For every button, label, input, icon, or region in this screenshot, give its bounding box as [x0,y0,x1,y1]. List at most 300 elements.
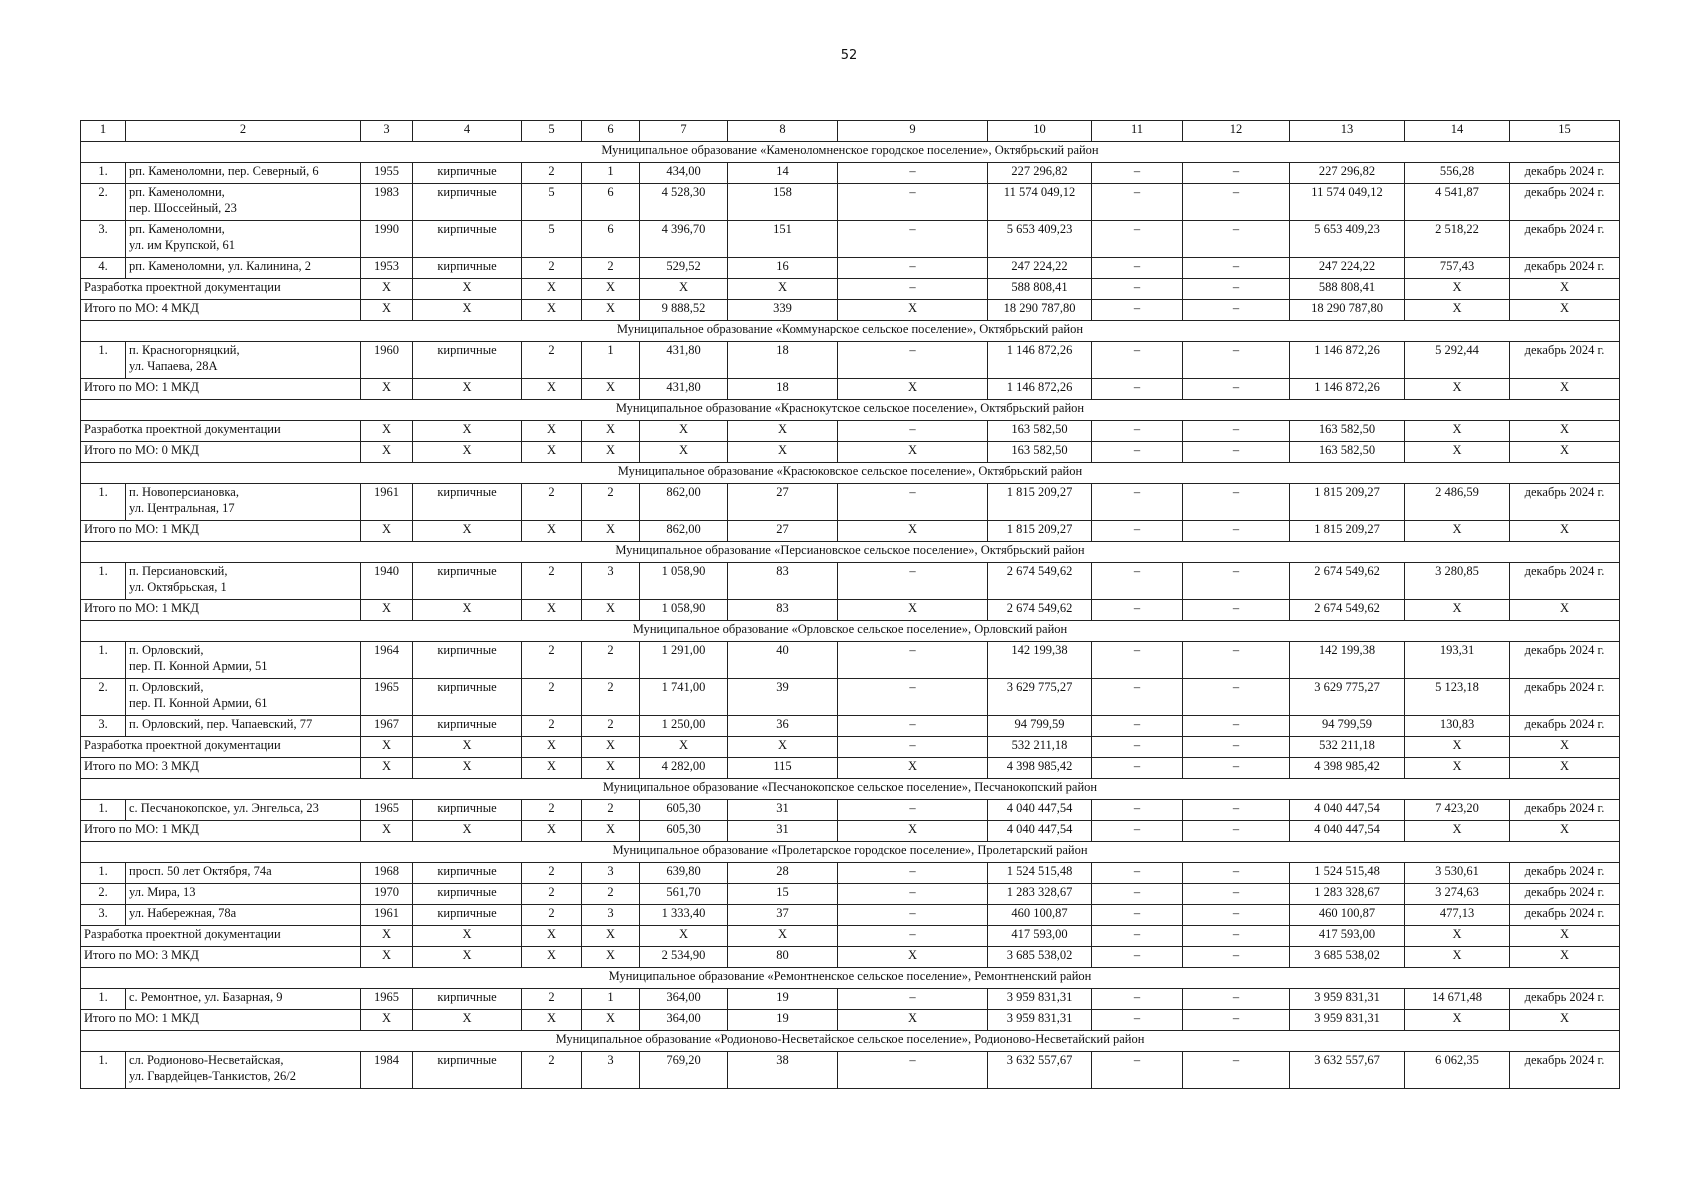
table-cell: 364,00 [640,1010,728,1031]
table-cell: 532 211,18 [988,737,1092,758]
table-cell: 2 674 549,62 [988,600,1092,621]
table-cell: 40 [728,642,838,679]
address-cell: с. Ремонтное, ул. Базарная, 9 [126,989,361,1010]
table-cell: 1 146 872,26 [988,342,1092,379]
table-cell: – [1092,184,1183,221]
table-cell: – [1183,163,1290,184]
table-cell: 18 [728,342,838,379]
table-cell: 18 [728,379,838,400]
table-cell: 1 146 872,26 [1290,379,1405,400]
table-cell: 19 [728,1010,838,1031]
table-cell: X [413,279,522,300]
table-cell: кирпичные [413,563,522,600]
table-cell: 151 [728,221,838,258]
table-cell: – [838,421,988,442]
table-cell: 27 [728,521,838,542]
table-cell: X [522,442,582,463]
table-cell: – [838,279,988,300]
table-cell: 2 [522,342,582,379]
table-cell: 1. [81,863,126,884]
municipality-title: Муниципальное образование «Персиановское сельское поселение», Октябрьский район [81,542,1620,563]
table-cell: X [413,442,522,463]
municipality-section-row [81,463,1620,484]
table-cell: 1955 [361,163,413,184]
table-cell: 4 040 447,54 [1290,800,1405,821]
table-cell: 1 283 328,67 [1290,884,1405,905]
table-cell: X [413,926,522,947]
table-cell: – [1183,884,1290,905]
summary-label: Итого по МО: 3 МКД [81,758,361,779]
table-cell: 36 [728,716,838,737]
table-cell: 3 959 831,31 [988,989,1092,1010]
table-cell: 1 [582,163,640,184]
table-cell: 1983 [361,184,413,221]
table-cell: декабрь 2024 г. [1510,716,1620,737]
table-cell: 1965 [361,679,413,716]
table-cell: 1964 [361,642,413,679]
table-cell: X [522,421,582,442]
table-cell: 3 274,63 [1405,884,1510,905]
table-cell: – [1092,989,1183,1010]
table-cell: 80 [728,947,838,968]
municipality-section-row [81,542,1620,563]
table-cell: – [1183,563,1290,600]
table-cell: декабрь 2024 г. [1510,989,1620,1010]
table-cell: X [838,442,988,463]
table-cell: – [838,863,988,884]
table-cell: 588 808,41 [1290,279,1405,300]
table-cell: кирпичные [413,716,522,737]
table-cell: – [1092,737,1183,758]
table-cell: 2 [522,905,582,926]
table-cell: 142 199,38 [988,642,1092,679]
address-cell: просп. 50 лет Октября, 74а [126,863,361,884]
summary-label: Разработка проектной документации [81,421,361,442]
table-cell: – [1183,737,1290,758]
column-number-cell: 14 [1405,121,1510,142]
table-row [81,563,1620,600]
table-cell: 1965 [361,989,413,1010]
table-cell: кирпичные [413,884,522,905]
table-cell: 1 524 515,48 [1290,863,1405,884]
table-cell: – [1092,163,1183,184]
table-cell: 1961 [361,905,413,926]
summary-label: Разработка проектной документации [81,279,361,300]
table-cell: 19 [728,989,838,1010]
address-cell: п. Орловский, пер. Чапаевский, 77 [126,716,361,737]
table-cell: X [1510,442,1620,463]
municipality-section-row [81,1031,1620,1052]
table-cell: 6 [582,184,640,221]
table-cell: X [838,1010,988,1031]
table-cell: 605,30 [640,800,728,821]
table-cell: 2 [522,989,582,1010]
address-cell: п. Орловский, пер. П. Конной Армии, 51 [126,642,361,679]
table-cell: X [522,926,582,947]
table-cell: X [582,379,640,400]
table-cell: X [838,300,988,321]
table-cell: 1 815 209,27 [988,521,1092,542]
table-cell: 1. [81,642,126,679]
table-cell: 2 [522,258,582,279]
table-cell: – [1092,279,1183,300]
table-cell: 227 296,82 [988,163,1092,184]
table-body [81,121,1620,1089]
municipality-title: Муниципальное образование «Родионово-Несветайское сельское поселение», Родионово-Несветайский район [81,1031,1620,1052]
table-cell: 5 653 409,23 [1290,221,1405,258]
municipality-title: Муниципальное образование «Каменоломненское городское поселение», Октябрьский район [81,142,1620,163]
table-cell: X [361,758,413,779]
table-cell: декабрь 2024 г. [1510,642,1620,679]
table-cell: 556,28 [1405,163,1510,184]
table-cell: декабрь 2024 г. [1510,342,1620,379]
table-cell: 4 528,30 [640,184,728,221]
municipality-section-row [81,779,1620,800]
table-cell: декабрь 2024 г. [1510,258,1620,279]
table-cell: X [522,379,582,400]
table-cell: 1 [582,989,640,1010]
table-cell: кирпичные [413,905,522,926]
address-cell: сл. Родионово-Несветайская, ул. Гвардейцев-Танкистов, 26/2 [126,1052,361,1089]
table-cell: 1 815 209,27 [1290,521,1405,542]
table-cell: 2 486,59 [1405,484,1510,521]
table-cell: – [1183,926,1290,947]
table-cell: 1 815 209,27 [988,484,1092,521]
table-cell: – [1092,600,1183,621]
table-cell: 115 [728,758,838,779]
table-cell: декабрь 2024 г. [1510,905,1620,926]
table-cell: X [838,521,988,542]
table-cell: кирпичные [413,863,522,884]
table-cell: X [838,379,988,400]
table-cell: X [522,821,582,842]
table-cell: X [361,442,413,463]
page-number: 52 [840,48,858,63]
table-cell: X [838,947,988,968]
address-cell: рп. Каменоломни, ул. Калинина, 2 [126,258,361,279]
table-cell: 18 290 787,80 [1290,300,1405,321]
table-cell: X [1510,279,1620,300]
summary-row [81,758,1620,779]
table-cell: – [1092,863,1183,884]
table-cell: – [838,905,988,926]
table-cell: X [522,758,582,779]
table-cell: – [1092,484,1183,521]
summary-label: Итого по МО: 1 МКД [81,1010,361,1031]
table-cell: 1 [582,342,640,379]
table-cell: X [1405,600,1510,621]
table-cell: 3 629 775,27 [1290,679,1405,716]
table-row [81,989,1620,1010]
table-cell: – [1092,300,1183,321]
table-cell: X [1405,737,1510,758]
table-cell: 417 593,00 [988,926,1092,947]
table-cell: 1. [81,1052,126,1089]
table-row [81,716,1620,737]
table-cell: – [1092,716,1183,737]
table-cell: – [1092,800,1183,821]
column-number-cell: 9 [838,121,988,142]
table-cell: 2. [81,884,126,905]
column-number-cell: 13 [1290,121,1405,142]
table-cell: – [1183,421,1290,442]
table-cell: 1967 [361,716,413,737]
table-cell: 417 593,00 [1290,926,1405,947]
table-cell: 11 574 049,12 [1290,184,1405,221]
table-cell: X [728,421,838,442]
table-cell: декабрь 2024 г. [1510,221,1620,258]
table-cell: – [838,716,988,737]
table-cell: – [1183,184,1290,221]
table-cell: 4 040 447,54 [988,821,1092,842]
table-cell: X [361,379,413,400]
column-number-cell: 15 [1510,121,1620,142]
table-cell: – [1092,884,1183,905]
municipality-title: Муниципальное образование «Песчанокопское сельское поселение», Песчанокопский район [81,779,1620,800]
table-cell: 431,80 [640,379,728,400]
table-cell: – [838,884,988,905]
table-cell: – [838,563,988,600]
address-cell: п. Персиановский, ул. Октябрьская, 1 [126,563,361,600]
table-cell: – [1183,300,1290,321]
table-cell: – [838,679,988,716]
address-cell: п. Новоперсиановка, ул. Центральная, 17 [126,484,361,521]
table-cell: X [1510,947,1620,968]
table-cell: X [413,821,522,842]
table-cell: 1 815 209,27 [1290,484,1405,521]
municipality-section-row [81,142,1620,163]
table-cell: – [1092,1052,1183,1089]
table-cell: кирпичные [413,163,522,184]
table-cell: 2 [522,716,582,737]
table-cell: X [640,421,728,442]
table-cell: X [582,442,640,463]
table-cell: X [1405,821,1510,842]
table-cell: – [1092,905,1183,926]
table-row [81,1052,1620,1089]
table-cell: – [838,484,988,521]
table-cell: 247 224,22 [1290,258,1405,279]
table-cell: 31 [728,800,838,821]
column-number-cell: 7 [640,121,728,142]
table-cell: 588 808,41 [988,279,1092,300]
table-cell: X [361,821,413,842]
table-cell: 2. [81,679,126,716]
table-cell: 2 [522,800,582,821]
table-cell: X [582,1010,640,1031]
table-row [81,484,1620,521]
address-cell: с. Песчанокопское, ул. Энгельса, 23 [126,800,361,821]
summary-row [81,1010,1620,1031]
table-cell: 1. [81,563,126,600]
table-cell: 1968 [361,863,413,884]
table-cell: 2 674 549,62 [1290,600,1405,621]
table-cell: 1. [81,163,126,184]
table-cell: X [582,821,640,842]
table-cell: – [1183,947,1290,968]
municipality-section-row [81,400,1620,421]
table-row [81,184,1620,221]
table-cell: 3 [582,1052,640,1089]
table-cell: 460 100,87 [1290,905,1405,926]
summary-label: Разработка проектной документации [81,737,361,758]
table-cell: 3 629 775,27 [988,679,1092,716]
table-cell: X [413,1010,522,1031]
table-cell: 3 632 557,67 [988,1052,1092,1089]
table-cell: X [640,279,728,300]
table-cell: X [413,379,522,400]
table-cell: 2 674 549,62 [988,563,1092,600]
summary-row [81,947,1620,968]
table-cell: 1 291,00 [640,642,728,679]
summary-row [81,421,1620,442]
municipality-title: Муниципальное образование «Коммунарское сельское поселение», Октябрьский район [81,321,1620,342]
table-cell: X [1405,421,1510,442]
table-cell: X [1405,758,1510,779]
table-row [81,905,1620,926]
table-cell: 639,80 [640,863,728,884]
table-cell: 2 [522,884,582,905]
table-cell: 2 [582,642,640,679]
table-cell: 2 [522,863,582,884]
municipality-title: Муниципальное образование «Ремонтненское сельское поселение», Ремонтненский район [81,968,1620,989]
table-cell: 163 582,50 [988,421,1092,442]
table-cell: – [1092,926,1183,947]
table-cell: 3 685 538,02 [988,947,1092,968]
table-cell: 2 [582,884,640,905]
table-cell: X [1405,442,1510,463]
table-cell: 862,00 [640,521,728,542]
summary-label: Итого по МО: 1 МКД [81,379,361,400]
summary-row [81,600,1620,621]
table-cell: X [361,947,413,968]
table-cell: 2 [582,679,640,716]
table-cell: 2 [522,484,582,521]
table-cell: X [522,947,582,968]
table-cell: X [361,279,413,300]
table-cell: X [1510,521,1620,542]
table-cell: – [1092,679,1183,716]
column-number-cell: 10 [988,121,1092,142]
table-cell: X [361,1010,413,1031]
table-row [81,221,1620,258]
table-cell: 4. [81,258,126,279]
table-cell: – [1092,947,1183,968]
table-cell: X [1510,926,1620,947]
table-cell: 227 296,82 [1290,163,1405,184]
table-cell: 3 530,61 [1405,863,1510,884]
table-cell: 1. [81,800,126,821]
table-cell: X [522,1010,582,1031]
summary-row [81,379,1620,400]
table-cell: X [361,737,413,758]
table-cell: – [1183,521,1290,542]
table-cell: – [1183,800,1290,821]
table-cell: – [1183,484,1290,521]
table-cell: – [1183,600,1290,621]
table-cell: 2 [582,258,640,279]
table-cell: X [728,737,838,758]
table-cell: 1 250,00 [640,716,728,737]
table-cell: 1. [81,484,126,521]
table-cell: 1 146 872,26 [988,379,1092,400]
table-cell: 6 062,35 [1405,1052,1510,1089]
address-cell: рп. Каменоломни, ул. им Крупской, 61 [126,221,361,258]
table-cell: 2 [522,679,582,716]
table-cell: – [1183,905,1290,926]
table-cell: 94 799,59 [1290,716,1405,737]
table-cell: X [582,758,640,779]
table-cell: 3 959 831,31 [1290,1010,1405,1031]
table-cell: – [1183,821,1290,842]
municipality-title: Муниципальное образование «Орловское сельское поселение», Орловский район [81,621,1620,642]
table-cell: кирпичные [413,679,522,716]
table-cell: 4 541,87 [1405,184,1510,221]
table-cell: 6 [582,221,640,258]
table-cell: 2 [582,800,640,821]
summary-label: Итого по МО: 4 МКД [81,300,361,321]
table-cell: X [522,600,582,621]
table-row [81,258,1620,279]
table-cell: кирпичные [413,800,522,821]
table-cell: 3 959 831,31 [988,1010,1092,1031]
summary-row [81,279,1620,300]
table-cell: 364,00 [640,989,728,1010]
table-cell: 11 574 049,12 [988,184,1092,221]
table-cell: X [1510,300,1620,321]
table-cell: – [838,737,988,758]
table-cell: 1 741,00 [640,679,728,716]
table-cell: X [1405,379,1510,400]
table-cell: – [1183,989,1290,1010]
table-cell: – [1183,863,1290,884]
table-cell: декабрь 2024 г. [1510,884,1620,905]
table-cell: X [1405,279,1510,300]
table-cell: 605,30 [640,821,728,842]
table-cell: X [1510,758,1620,779]
table-cell: – [1183,716,1290,737]
table-cell: 4 040 447,54 [988,800,1092,821]
table-cell: 1 058,90 [640,563,728,600]
municipality-section-row [81,842,1620,863]
municipality-section-row [81,968,1620,989]
column-number-cell: 8 [728,121,838,142]
table-cell: 1 058,90 [640,600,728,621]
table-cell: 3 280,85 [1405,563,1510,600]
table-cell: 83 [728,600,838,621]
table-cell: X [413,758,522,779]
table-cell: X [640,442,728,463]
table-cell: X [522,521,582,542]
table-cell: – [1092,821,1183,842]
table-cell: декабрь 2024 г. [1510,1052,1620,1089]
table-cell: 142 199,38 [1290,642,1405,679]
table-cell: 2 [522,1052,582,1089]
table-cell: – [1183,258,1290,279]
table-cell: декабрь 2024 г. [1510,484,1620,521]
table-row [81,863,1620,884]
table-cell: – [1183,279,1290,300]
table-cell: кирпичные [413,989,522,1010]
table-cell: 5 [522,221,582,258]
table-cell: 1 146 872,26 [1290,342,1405,379]
table-cell: 5 292,44 [1405,342,1510,379]
table-cell: 5 653 409,23 [988,221,1092,258]
table-cell: 434,00 [640,163,728,184]
table-cell: X [582,421,640,442]
municipality-section-row [81,621,1620,642]
table-cell: 14 671,48 [1405,989,1510,1010]
